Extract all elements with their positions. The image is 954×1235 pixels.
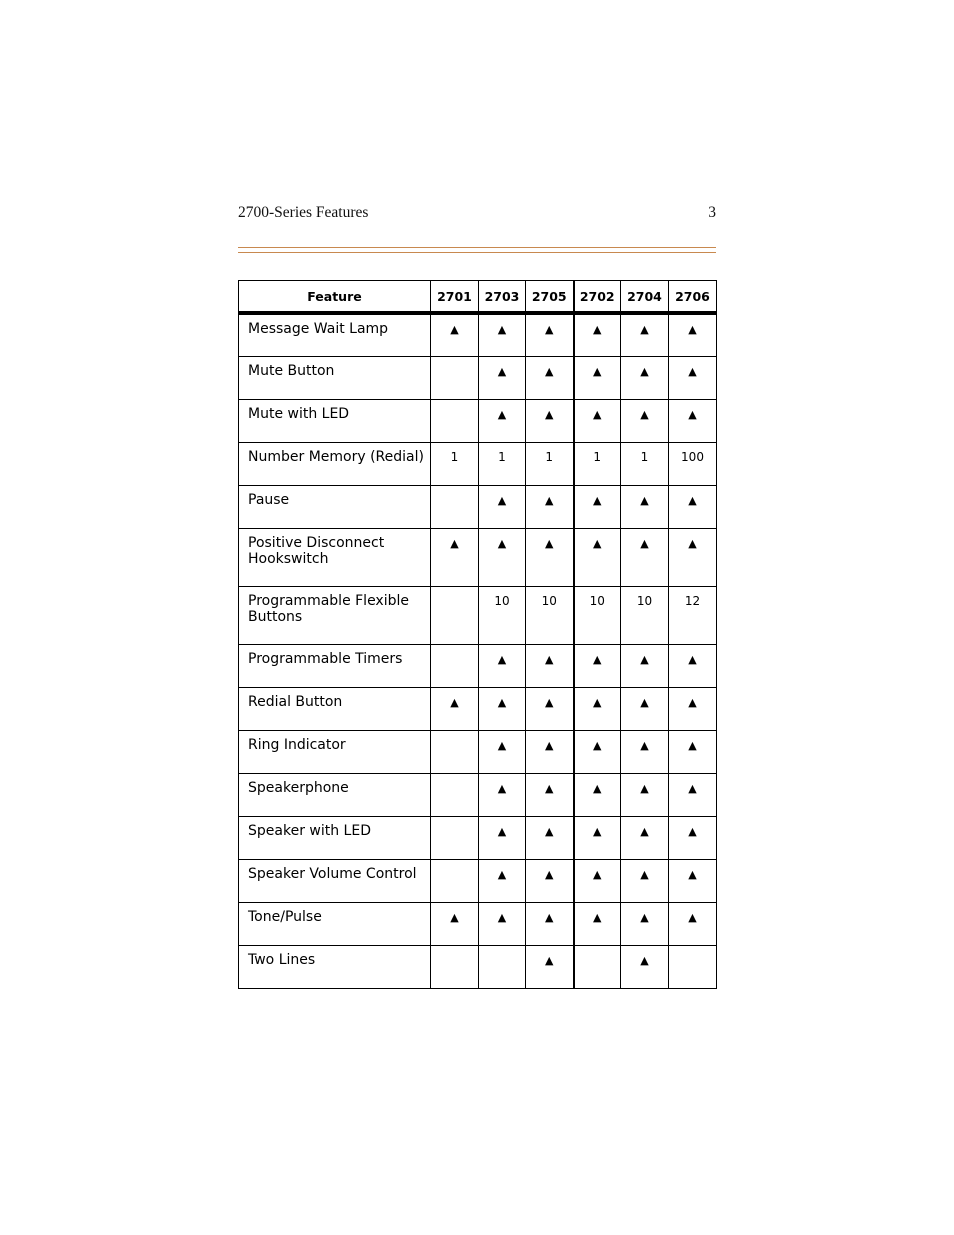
value-cell: 1 bbox=[621, 443, 669, 486]
table-row bbox=[239, 443, 717, 486]
page-number: 3 bbox=[708, 204, 716, 221]
supported-marker-cell: ▲ bbox=[431, 313, 479, 357]
table-row bbox=[239, 529, 717, 587]
supported-marker-cell: ▲ bbox=[526, 817, 574, 860]
value-cell bbox=[431, 587, 479, 645]
feature-name-cell: Pause bbox=[239, 486, 431, 529]
supported-marker-cell: ▲ bbox=[479, 774, 526, 817]
value-cell bbox=[431, 946, 479, 989]
supported-marker-cell: ▲ bbox=[621, 731, 669, 774]
supported-marker-cell: ▲ bbox=[669, 400, 717, 443]
table-row bbox=[239, 313, 717, 357]
column-header-2706: 2706 bbox=[669, 281, 717, 314]
value-cell: 1 bbox=[431, 443, 479, 486]
value-cell bbox=[431, 645, 479, 688]
value-cell: 10 bbox=[526, 587, 574, 645]
supported-marker-cell: ▲ bbox=[621, 903, 669, 946]
supported-marker-cell: ▲ bbox=[574, 529, 621, 587]
supported-marker-cell: ▲ bbox=[526, 903, 574, 946]
supported-marker-cell: ▲ bbox=[669, 529, 717, 587]
supported-marker-cell: ▲ bbox=[479, 529, 526, 587]
supported-marker-cell: ▲ bbox=[621, 860, 669, 903]
supported-marker-cell: ▲ bbox=[669, 731, 717, 774]
supported-marker-cell: ▲ bbox=[621, 688, 669, 731]
supported-marker-cell: ▲ bbox=[574, 688, 621, 731]
feature-name-cell: Speaker with LED bbox=[239, 817, 431, 860]
table-row bbox=[239, 903, 717, 946]
supported-marker-cell: ▲ bbox=[526, 860, 574, 903]
supported-marker-cell: ▲ bbox=[574, 400, 621, 443]
table-row bbox=[239, 688, 717, 731]
supported-marker-cell: ▲ bbox=[574, 860, 621, 903]
table-row bbox=[239, 645, 717, 688]
column-header-2705: 2705 bbox=[526, 281, 574, 314]
supported-marker-cell: ▲ bbox=[431, 529, 479, 587]
value-cell: 1 bbox=[574, 443, 621, 486]
supported-marker-cell: ▲ bbox=[574, 313, 621, 357]
supported-marker-cell: ▲ bbox=[669, 313, 717, 357]
value-cell: 10 bbox=[479, 587, 526, 645]
column-header-feature: Feature bbox=[239, 281, 431, 314]
feature-name-cell: Two Lines bbox=[239, 946, 431, 989]
table-row bbox=[239, 486, 717, 529]
supported-marker-cell: ▲ bbox=[526, 357, 574, 400]
supported-marker-cell: ▲ bbox=[621, 486, 669, 529]
supported-marker-cell: ▲ bbox=[621, 817, 669, 860]
feature-name-cell: Speaker Volume Control bbox=[239, 860, 431, 903]
supported-marker-cell: ▲ bbox=[574, 817, 621, 860]
column-header-2703: 2703 bbox=[479, 281, 526, 314]
supported-marker-cell: ▲ bbox=[621, 946, 669, 989]
value-cell: 1 bbox=[479, 443, 526, 486]
supported-marker-cell: ▲ bbox=[479, 486, 526, 529]
supported-marker-cell: ▲ bbox=[479, 645, 526, 688]
supported-marker-cell: ▲ bbox=[669, 645, 717, 688]
supported-marker-cell: ▲ bbox=[526, 946, 574, 989]
supported-marker-cell: ▲ bbox=[526, 486, 574, 529]
supported-marker-cell: ▲ bbox=[526, 731, 574, 774]
feature-name-cell: Mute Button bbox=[239, 357, 431, 400]
feature-name-cell: Number Memory (Redial) bbox=[239, 443, 431, 486]
feature-name-cell: Programmable Flexible Buttons bbox=[239, 587, 431, 645]
table-row bbox=[239, 774, 717, 817]
supported-marker-cell: ▲ bbox=[621, 313, 669, 357]
value-cell bbox=[431, 817, 479, 860]
value-cell: 100 bbox=[669, 443, 717, 486]
value-cell bbox=[431, 486, 479, 529]
supported-marker-cell: ▲ bbox=[526, 400, 574, 443]
table-row bbox=[239, 817, 717, 860]
supported-marker-cell: ▲ bbox=[574, 731, 621, 774]
table-header-row bbox=[239, 281, 717, 314]
supported-marker-cell: ▲ bbox=[574, 486, 621, 529]
value-cell: 10 bbox=[621, 587, 669, 645]
value-cell bbox=[431, 731, 479, 774]
page-header bbox=[238, 204, 716, 226]
supported-marker-cell: ▲ bbox=[669, 860, 717, 903]
value-cell bbox=[431, 357, 479, 400]
value-cell bbox=[431, 400, 479, 443]
feature-name-cell: Programmable Timers bbox=[239, 645, 431, 688]
supported-marker-cell: ▲ bbox=[621, 774, 669, 817]
header-rule-top bbox=[238, 247, 716, 248]
header-rule-bottom bbox=[238, 252, 716, 253]
table-row bbox=[239, 860, 717, 903]
value-cell: 1 bbox=[526, 443, 574, 486]
supported-marker-cell: ▲ bbox=[574, 357, 621, 400]
table-row bbox=[239, 587, 717, 645]
value-cell bbox=[574, 946, 621, 989]
supported-marker-cell: ▲ bbox=[526, 645, 574, 688]
supported-marker-cell: ▲ bbox=[479, 817, 526, 860]
supported-marker-cell: ▲ bbox=[669, 357, 717, 400]
supported-marker-cell: ▲ bbox=[669, 817, 717, 860]
features-table bbox=[238, 280, 717, 989]
supported-marker-cell: ▲ bbox=[669, 688, 717, 731]
supported-marker-cell: ▲ bbox=[479, 400, 526, 443]
value-cell bbox=[669, 946, 717, 989]
supported-marker-cell: ▲ bbox=[574, 903, 621, 946]
table-row bbox=[239, 357, 717, 400]
supported-marker-cell: ▲ bbox=[526, 529, 574, 587]
supported-marker-cell: ▲ bbox=[526, 774, 574, 817]
supported-marker-cell: ▲ bbox=[526, 313, 574, 357]
value-cell: 12 bbox=[669, 587, 717, 645]
supported-marker-cell: ▲ bbox=[526, 688, 574, 731]
feature-name-cell: Ring Indicator bbox=[239, 731, 431, 774]
value-cell: 10 bbox=[574, 587, 621, 645]
table-row bbox=[239, 400, 717, 443]
table-row bbox=[239, 731, 717, 774]
value-cell bbox=[431, 774, 479, 817]
supported-marker-cell: ▲ bbox=[621, 357, 669, 400]
supported-marker-cell: ▲ bbox=[479, 860, 526, 903]
supported-marker-cell: ▲ bbox=[669, 486, 717, 529]
supported-marker-cell: ▲ bbox=[431, 688, 479, 731]
supported-marker-cell: ▲ bbox=[479, 731, 526, 774]
supported-marker-cell: ▲ bbox=[479, 313, 526, 357]
table-body bbox=[239, 313, 717, 989]
feature-name-cell: Positive Disconnect Hookswitch bbox=[239, 529, 431, 587]
running-title: 2700-Series Features bbox=[238, 204, 369, 221]
supported-marker-cell: ▲ bbox=[479, 903, 526, 946]
supported-marker-cell: ▲ bbox=[431, 903, 479, 946]
feature-name-cell: Tone/Pulse bbox=[239, 903, 431, 946]
column-header-2704: 2704 bbox=[621, 281, 669, 314]
value-cell bbox=[479, 946, 526, 989]
supported-marker-cell: ▲ bbox=[574, 645, 621, 688]
value-cell bbox=[431, 860, 479, 903]
supported-marker-cell: ▲ bbox=[479, 688, 526, 731]
supported-marker-cell: ▲ bbox=[574, 774, 621, 817]
supported-marker-cell: ▲ bbox=[621, 645, 669, 688]
supported-marker-cell: ▲ bbox=[479, 357, 526, 400]
table-row bbox=[239, 946, 717, 989]
supported-marker-cell: ▲ bbox=[669, 774, 717, 817]
feature-name-cell: Speakerphone bbox=[239, 774, 431, 817]
feature-name-cell: Message Wait Lamp bbox=[239, 313, 431, 357]
supported-marker-cell: ▲ bbox=[621, 400, 669, 443]
column-header-2702: 2702 bbox=[574, 281, 621, 314]
supported-marker-cell: ▲ bbox=[669, 903, 717, 946]
column-header-2701: 2701 bbox=[431, 281, 479, 314]
feature-name-cell: Mute with LED bbox=[239, 400, 431, 443]
feature-name-cell: Redial Button bbox=[239, 688, 431, 731]
supported-marker-cell: ▲ bbox=[621, 529, 669, 587]
